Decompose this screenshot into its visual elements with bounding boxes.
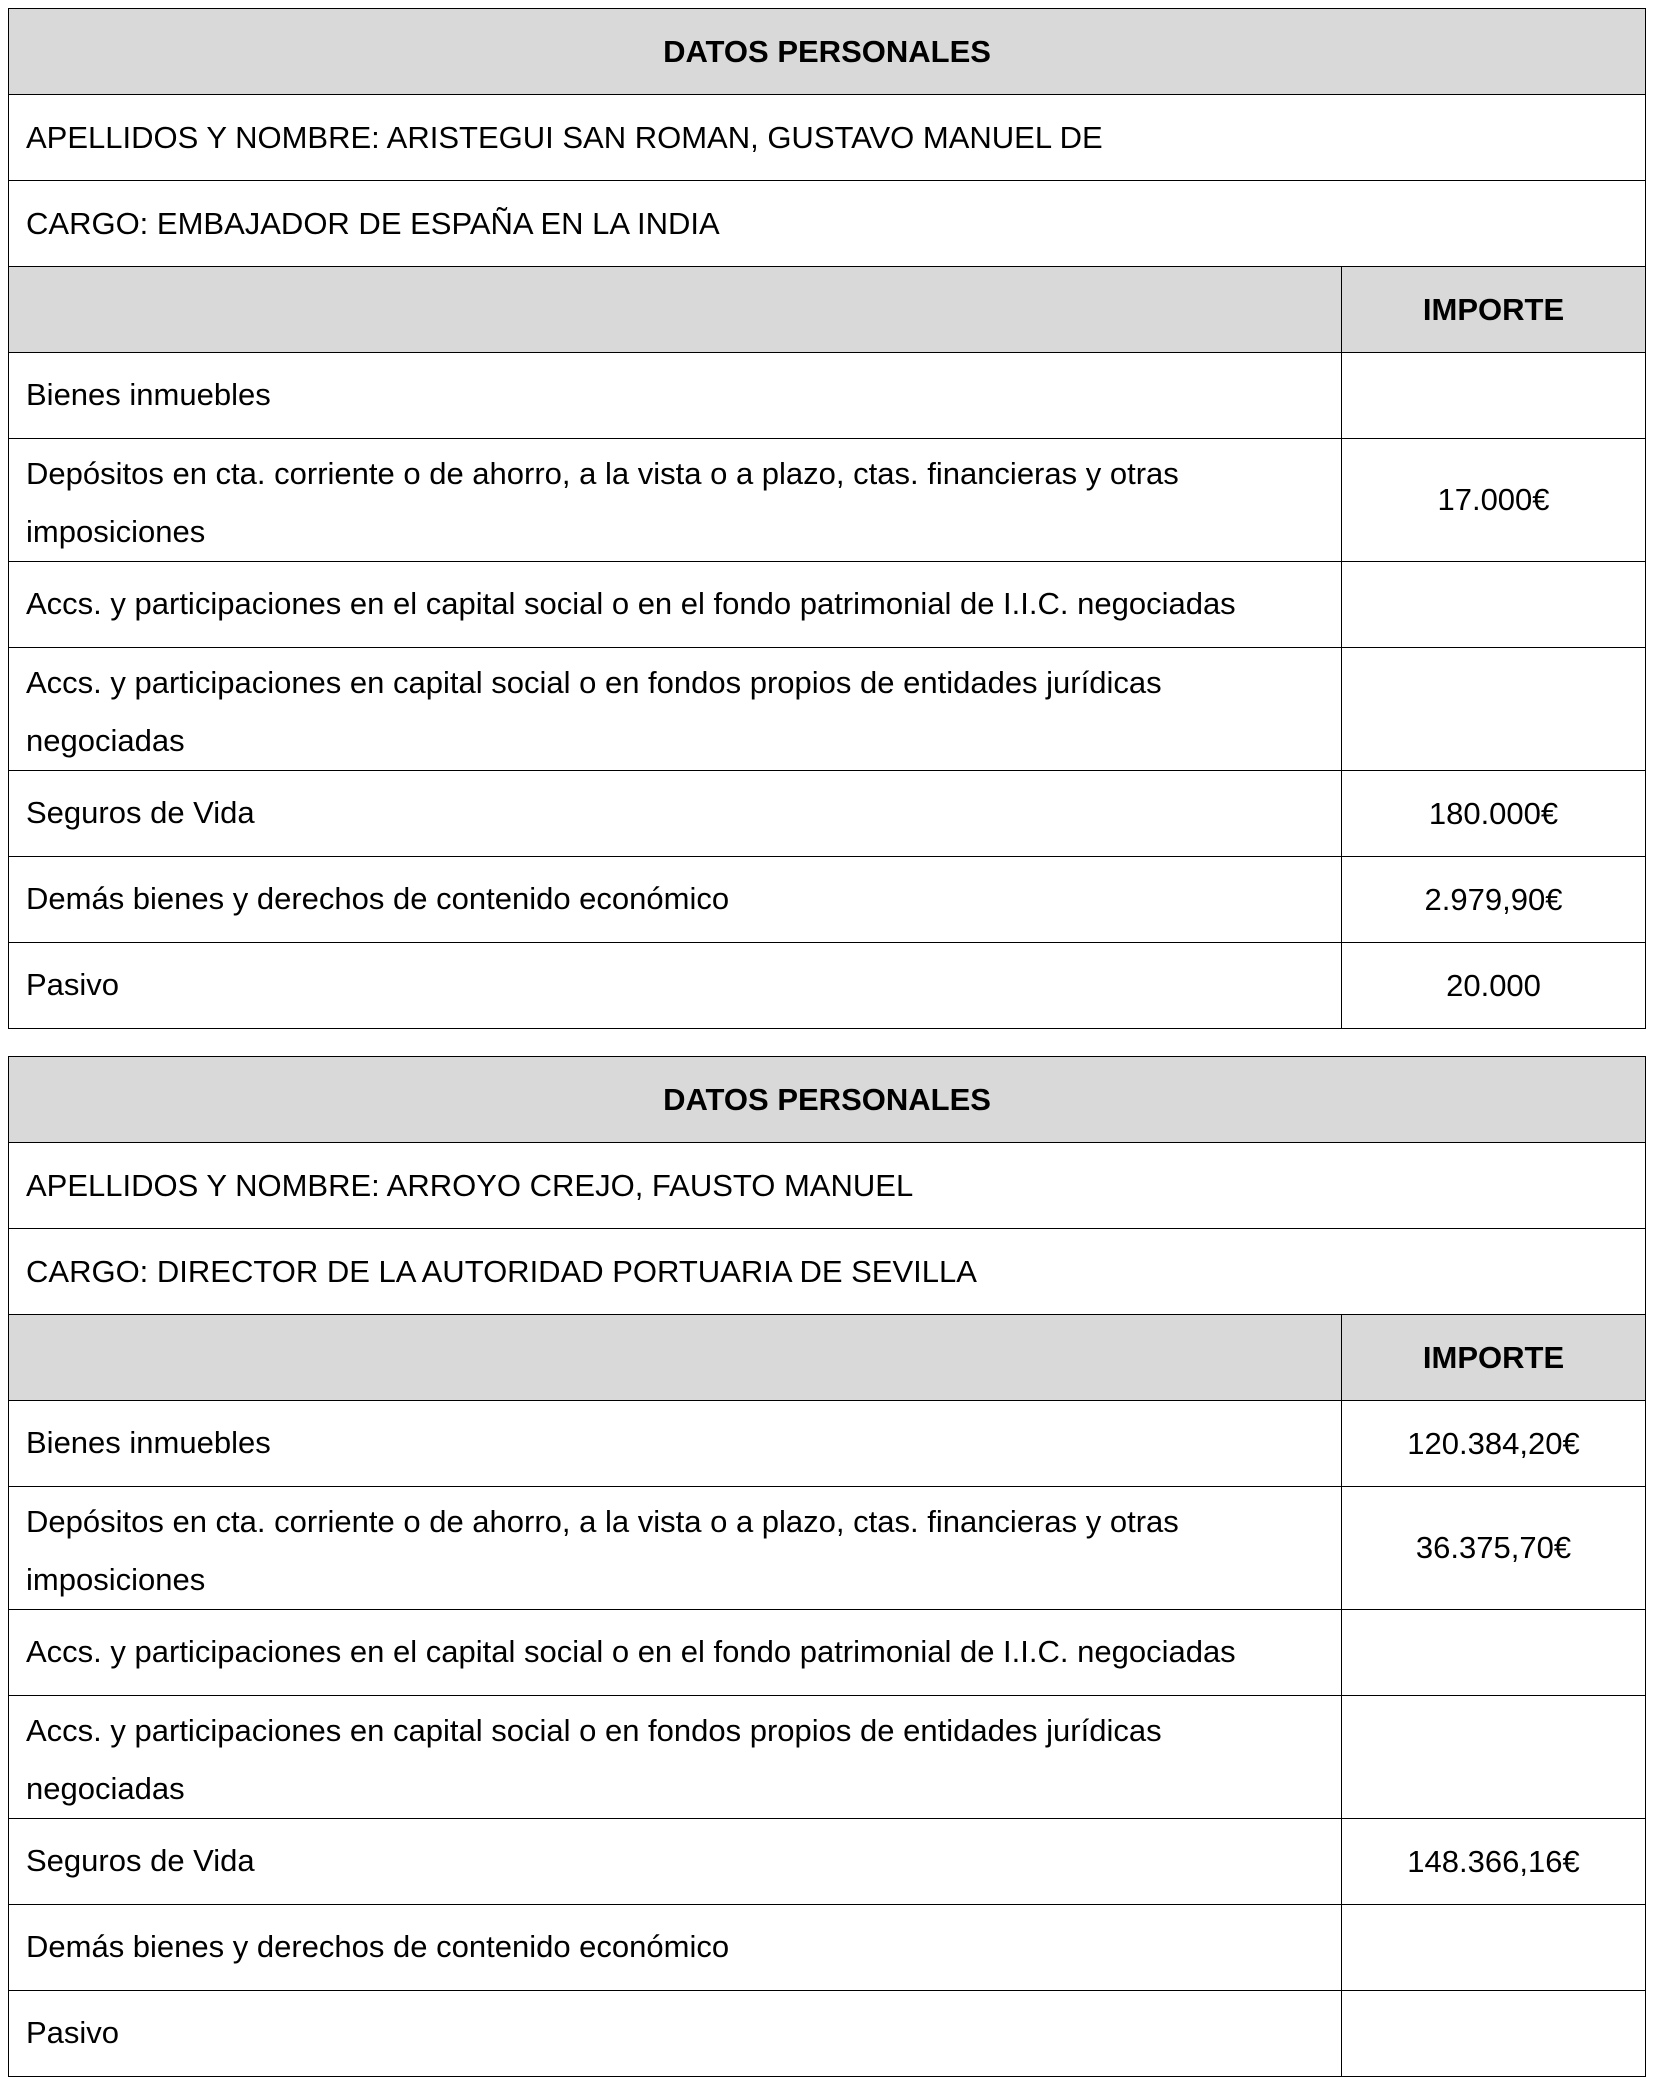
row-label: Demás bienes y derechos de contenido económico bbox=[9, 857, 1342, 943]
row-label: Demás bienes y derechos de contenido económico bbox=[9, 1905, 1342, 1991]
row-label: Depósitos en cta. corriente o de ahorro, a la vista o a plazo, ctas. financieras y otras imposiciones bbox=[9, 1487, 1342, 1610]
table-row bbox=[9, 857, 1646, 943]
table-row bbox=[9, 1991, 1646, 2077]
concept-header bbox=[9, 1315, 1342, 1401]
row-amount bbox=[1342, 1905, 1646, 1991]
table-row bbox=[9, 943, 1646, 1029]
row-amount: 20.000 bbox=[1342, 943, 1646, 1029]
row-label: Seguros de Vida bbox=[9, 771, 1342, 857]
section-title: DATOS PERSONALES bbox=[9, 1057, 1646, 1143]
table-row bbox=[9, 439, 1646, 562]
row-amount bbox=[1342, 1991, 1646, 2077]
row-amount: 36.375,70€ bbox=[1342, 1487, 1646, 1610]
row-label: Depósitos en cta. corriente o de ahorro, a la vista o a plazo, ctas. financieras y otras imposiciones bbox=[9, 439, 1342, 562]
row-label: Pasivo bbox=[9, 943, 1342, 1029]
table-row bbox=[9, 1905, 1646, 1991]
row-label: Seguros de Vida bbox=[9, 1819, 1342, 1905]
table-row bbox=[9, 1401, 1646, 1487]
row-amount: 17.000€ bbox=[1342, 439, 1646, 562]
name-line: APELLIDOS Y NOMBRE: ARROYO CREJO, FAUSTO MANUEL bbox=[9, 1143, 1646, 1229]
row-amount: 120.384,20€ bbox=[1342, 1401, 1646, 1487]
row-amount: 2.979,90€ bbox=[1342, 857, 1646, 943]
row-amount bbox=[1342, 1610, 1646, 1696]
row-amount bbox=[1342, 1696, 1646, 1819]
row-amount: 180.000€ bbox=[1342, 771, 1646, 857]
amount-header: IMPORTE bbox=[1342, 267, 1646, 353]
amount-header: IMPORTE bbox=[1342, 1315, 1646, 1401]
cargo-line: CARGO: DIRECTOR DE LA AUTORIDAD PORTUARIA DE SEVILLA bbox=[9, 1229, 1646, 1315]
row-amount bbox=[1342, 353, 1646, 439]
row-label: Bienes inmuebles bbox=[9, 353, 1342, 439]
section-title: DATOS PERSONALES bbox=[9, 9, 1646, 95]
table-row bbox=[9, 1487, 1646, 1610]
row-label: Accs. y participaciones en el capital social o en el fondo patrimonial de I.I.C. negociadas bbox=[9, 1610, 1342, 1696]
row-label: Bienes inmuebles bbox=[9, 1401, 1342, 1487]
table-row bbox=[9, 1610, 1646, 1696]
declaration-table-1 bbox=[8, 8, 1646, 1029]
declaration-table-2 bbox=[8, 1056, 1646, 2077]
row-amount bbox=[1342, 648, 1646, 771]
name-line: APELLIDOS Y NOMBRE: ARISTEGUI SAN ROMAN, GUSTAVO MANUEL DE bbox=[9, 95, 1646, 181]
cargo-line: CARGO: EMBAJADOR DE ESPAÑA EN LA INDIA bbox=[9, 181, 1646, 267]
row-label: Accs. y participaciones en el capital social o en el fondo patrimonial de I.I.C. negociadas bbox=[9, 562, 1342, 648]
row-label: Accs. y participaciones en capital social o en fondos propios de entidades jurídicas negociadas bbox=[9, 1696, 1342, 1819]
table-row bbox=[9, 771, 1646, 857]
row-label: Accs. y participaciones en capital social o en fondos propios de entidades jurídicas negociadas bbox=[9, 648, 1342, 771]
table-row bbox=[9, 1696, 1646, 1819]
table-row bbox=[9, 562, 1646, 648]
table-row bbox=[9, 648, 1646, 771]
concept-header bbox=[9, 267, 1342, 353]
table-row bbox=[9, 1819, 1646, 1905]
row-label: Pasivo bbox=[9, 1991, 1342, 2077]
row-amount bbox=[1342, 562, 1646, 648]
row-amount: 148.366,16€ bbox=[1342, 1819, 1646, 1905]
table-row bbox=[9, 353, 1646, 439]
